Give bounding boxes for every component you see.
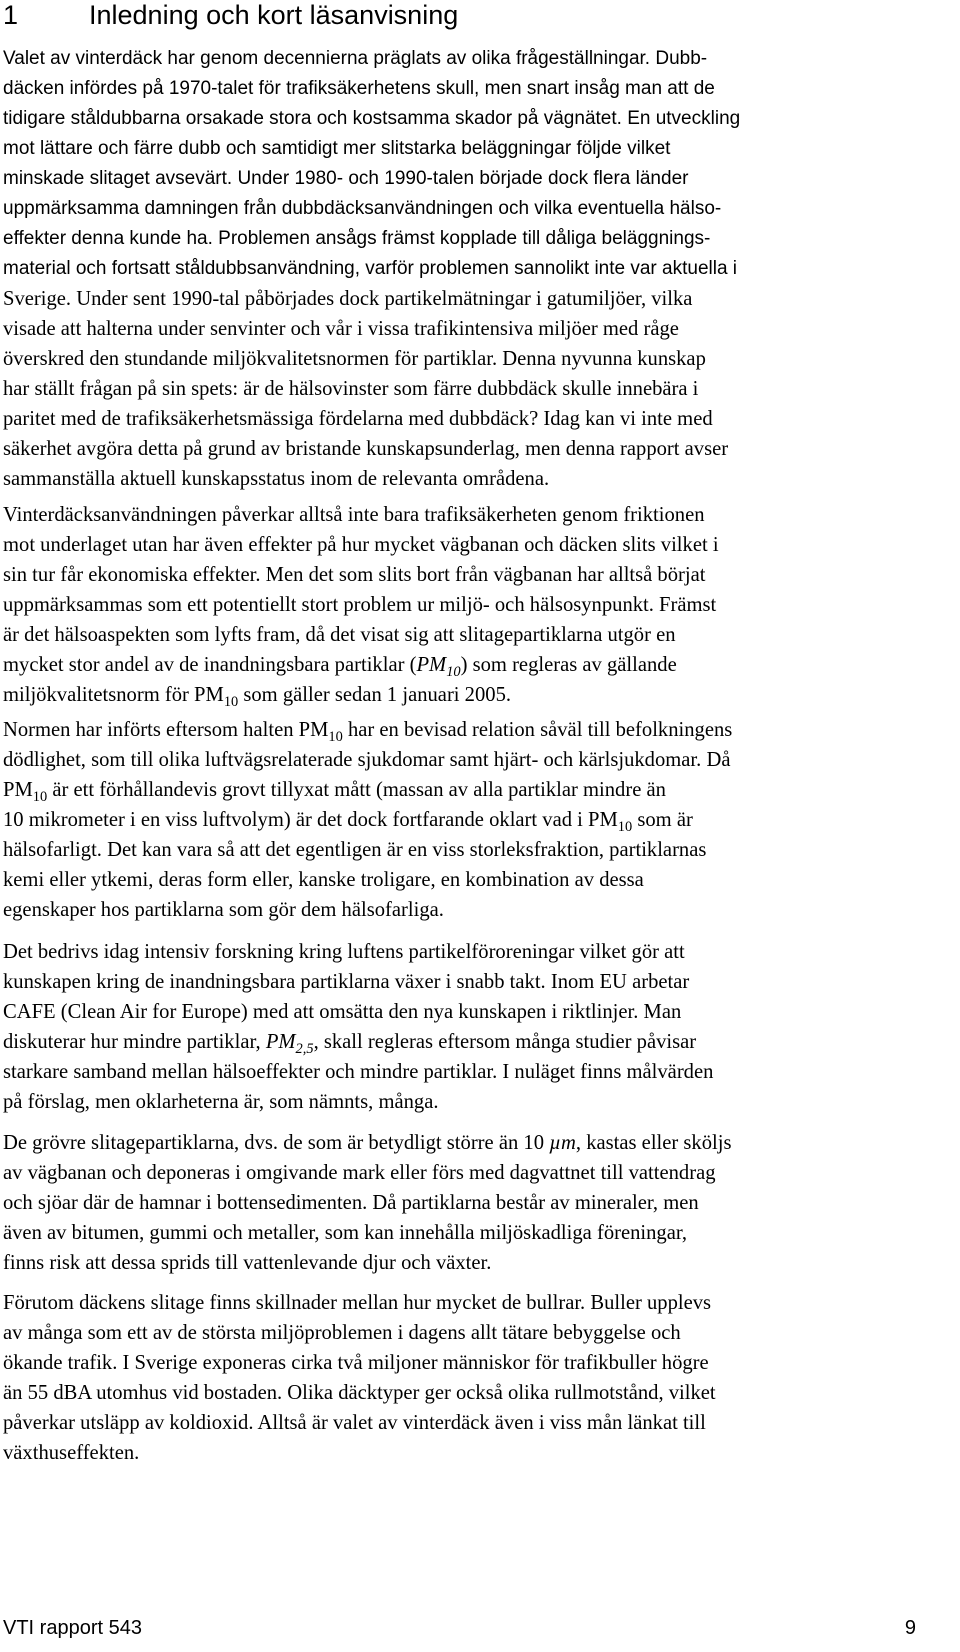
text-line: kemi eller ytkemi, deras form eller, kanske troligare, en kombination av dessa <box>3 869 644 891</box>
text-line: kunskapen kring de inandningsbara partiklarna växer i snabb takt. Inom EU arbetar <box>3 971 690 993</box>
paragraph-3 <box>3 715 923 925</box>
text-line: mot lättare och färre dubb och samtidigt mer slitstarka beläggningar följde vilket <box>3 138 671 159</box>
text-fragment: mycket stor andel av de inandningsbara partiklar ( <box>3 654 417 676</box>
text-line: CAFE (Clean Air for Europe) med att omsätta den nya kunskapen i riktlinjer. Man <box>3 1001 682 1023</box>
unit-symbol: µm <box>549 1132 576 1154</box>
pm-subscript: 10 <box>446 664 461 681</box>
text-fragment: miljökvalitetsnorm för PM <box>3 684 224 706</box>
text-line: material och fortsatt ståldubbsanvändning, varför problemen sannolikt inte var aktuella i <box>3 258 738 279</box>
text-fragment: ) som regleras av gällande <box>460 654 677 676</box>
text-line: Valet av vinterdäck har genom decennierna präglats av olika frågeställningar. Dubb- <box>3 48 708 69</box>
paragraph-4 <box>3 937 923 1117</box>
text-line: påverkar utsläpp av koldioxid. Alltså är valet av vinterdäck även i viss mån länkat till <box>3 1412 706 1434</box>
text-line: hälsofarligt. Det kan vara så att det egentligen är en viss storleksfraktion, partiklarnas <box>3 839 707 861</box>
text-line: har ställt frågan på sin spets: är de hälsovinster som färre dubbdäck skulle innebära i <box>3 378 699 400</box>
text-line: Förutom däckens slitage finns skillnader mellan hur mycket de bullrar. Buller upplevs <box>3 1292 712 1314</box>
text-line: ökande trafik. I Sverige exponeras cirka två miljoner människor för trafikbuller högre <box>3 1352 709 1374</box>
intro-paragraph <box>3 44 923 284</box>
text-fragment: diskuterar hur mindre partiklar, <box>3 1031 266 1053</box>
text-fragment: Normen har införts eftersom halten PM <box>3 719 329 741</box>
text-fragment: som gäller sedan 1 januari 2005. <box>238 684 512 706</box>
paragraph-2 <box>3 500 923 710</box>
text-line: säkerhet avgöra detta på grund av bristande kunskapsunderlag, men denna rapport avser <box>3 438 729 460</box>
text-line: Vinterdäcksanvändningen påverkar alltså inte bara trafiksäkerheten genom friktionen <box>3 504 705 526</box>
text-line <box>3 775 923 805</box>
text-line: starkare samband mellan hälsoeffekter och mindre partiklar. I nuläget finns målvärden <box>3 1061 714 1083</box>
text-line: finns risk att dessa sprids till vattenlevande djur och växter. <box>3 1252 492 1274</box>
section-title: Inledning och kort läsanvisning <box>89 0 459 30</box>
text-fragment: , skall regleras eftersom många studier påvisar <box>313 1031 697 1053</box>
text-line: dödlighet, som till olika luftvägsrelaterade sjukdomar samt hjärt- och kärlsjukdomar. Då <box>3 749 731 771</box>
pm-subscript: 10 <box>32 789 48 806</box>
text-line <box>3 1027 923 1057</box>
text-line: och sjöar där de hamnar i bottensedimenten. Då partiklarna består av mineraler, men <box>3 1192 699 1214</box>
paragraph-6 <box>3 1288 923 1468</box>
text-line: egenskaper hos partiklarna som gör dem hälsofarliga. <box>3 899 444 921</box>
text-line: är det hälsoaspekten som lyfts fram, då det visat sig att slitagepartiklarna utgör en <box>3 624 676 646</box>
text-line: av många som ett av de största miljöproblemen i dagens allt tätare bebyggelse och <box>3 1322 681 1344</box>
paragraph-continuation <box>3 284 923 494</box>
pm-subscript: 10 <box>328 729 343 746</box>
text-line: paritet med de trafiksäkerhetsmässiga fördelarna med dubbdäck? Idag kan vi inte med <box>3 408 713 430</box>
text-fragment: , kastas eller sköljs <box>575 1132 732 1154</box>
text-line <box>3 805 923 835</box>
text-fragment: är ett förhållandevis grovt tillyxat mått (massan av alla partiklar mindre än <box>47 779 666 801</box>
pm-label: PM <box>416 654 447 676</box>
text-line: även av bitumen, gummi och metaller, som kan innehålla miljöskadliga föreningar, <box>3 1222 688 1244</box>
text-line <box>3 715 923 745</box>
section-number: 1 <box>3 0 19 30</box>
text-line <box>3 1128 923 1158</box>
text-line: effekter denna kunde ha. Problemen ansågs främst kopplade till dåliga beläggnings- <box>3 228 711 249</box>
text-line: sammanställa aktuell kunskapsstatus inom de relevanta områdena. <box>3 468 550 490</box>
pm-symbol <box>416 654 461 681</box>
text-line: tidigare ståldubbarna orsakade stora och kostsamma skador på vägnätet. En utveckling <box>3 108 741 129</box>
footer-page-number: 9 <box>904 1617 916 1639</box>
text-line: än 55 dBA utomhus vid bostaden. Olika däcktyper ger också olika rullmotstånd, vilket <box>3 1382 716 1404</box>
text-line: visade att halterna under senvinter och vår i vissa trafikintensiva miljöer med råge <box>3 318 679 340</box>
text-fragment: har en bevisad relation såväl till befolkningens <box>342 719 733 741</box>
text-line: däcken infördes på 1970-talet för trafiksäkerhetens skull, men snart insåg man att de <box>3 78 715 99</box>
text-line: Det bedrivs idag intensiv forskning kring luftens partikelföroreningar vilket gör att <box>3 941 685 963</box>
text-fragment: PM <box>3 779 33 801</box>
text-line: överskred den stundande miljökvalitetsnormen för partiklar. Denna nyvunna kunskap <box>3 348 706 370</box>
pm-subscript: 10 <box>223 694 239 711</box>
text-fragment: som är <box>632 809 693 831</box>
footer-report-name: VTI rapport 543 <box>3 1617 142 1639</box>
text-line: uppmärksammas som ett potentiellt stort problem ur miljö- och hälsosynpunkt. Främst <box>3 594 717 616</box>
text-line <box>3 650 923 680</box>
text-line: mot underlaget utan har även effekter på hur mycket vägbanan och däcken slits vilket i <box>3 534 719 556</box>
text-line: Sverige. Under sent 1990-tal påbörjades dock partikelmätningar i gatumiljöer, vilka <box>3 288 693 310</box>
text-line: sin tur får ekonomiska effekter. Men det som slits bort från vägbanan har alltså börjat <box>3 564 706 586</box>
text-fragment: De grövre slitagepartiklarna, dvs. de som är betydligt större än 10 <box>3 1132 550 1154</box>
text-line: uppmärksamma damningen från dubbdäcksanvändningen och vilka eventuella hälso- <box>3 198 722 219</box>
pm-symbol <box>265 1031 314 1058</box>
text-fragment: 10 mikrometer i en viss luftvolym) är det dock fortfarande oklart vad i PM <box>3 809 618 831</box>
text-line: växthuseffekten. <box>3 1442 140 1464</box>
pm-subscript: 2,5 <box>295 1041 314 1058</box>
text-line: minskade slitaget avsevärt. Under 1980- och 1990-talen började dock flera länder <box>3 168 689 189</box>
pm-label: PM <box>265 1031 296 1053</box>
text-line: av vägbanan och deponeras i omgivande mark eller förs med dagvattnet till vattendrag <box>3 1162 716 1184</box>
text-line: på förslag, men oklarheterna är, som nämnts, många. <box>3 1091 439 1113</box>
section-heading <box>3 0 458 30</box>
pm-subscript: 10 <box>617 819 633 836</box>
paragraph-5 <box>3 1128 923 1278</box>
text-line <box>3 680 923 710</box>
